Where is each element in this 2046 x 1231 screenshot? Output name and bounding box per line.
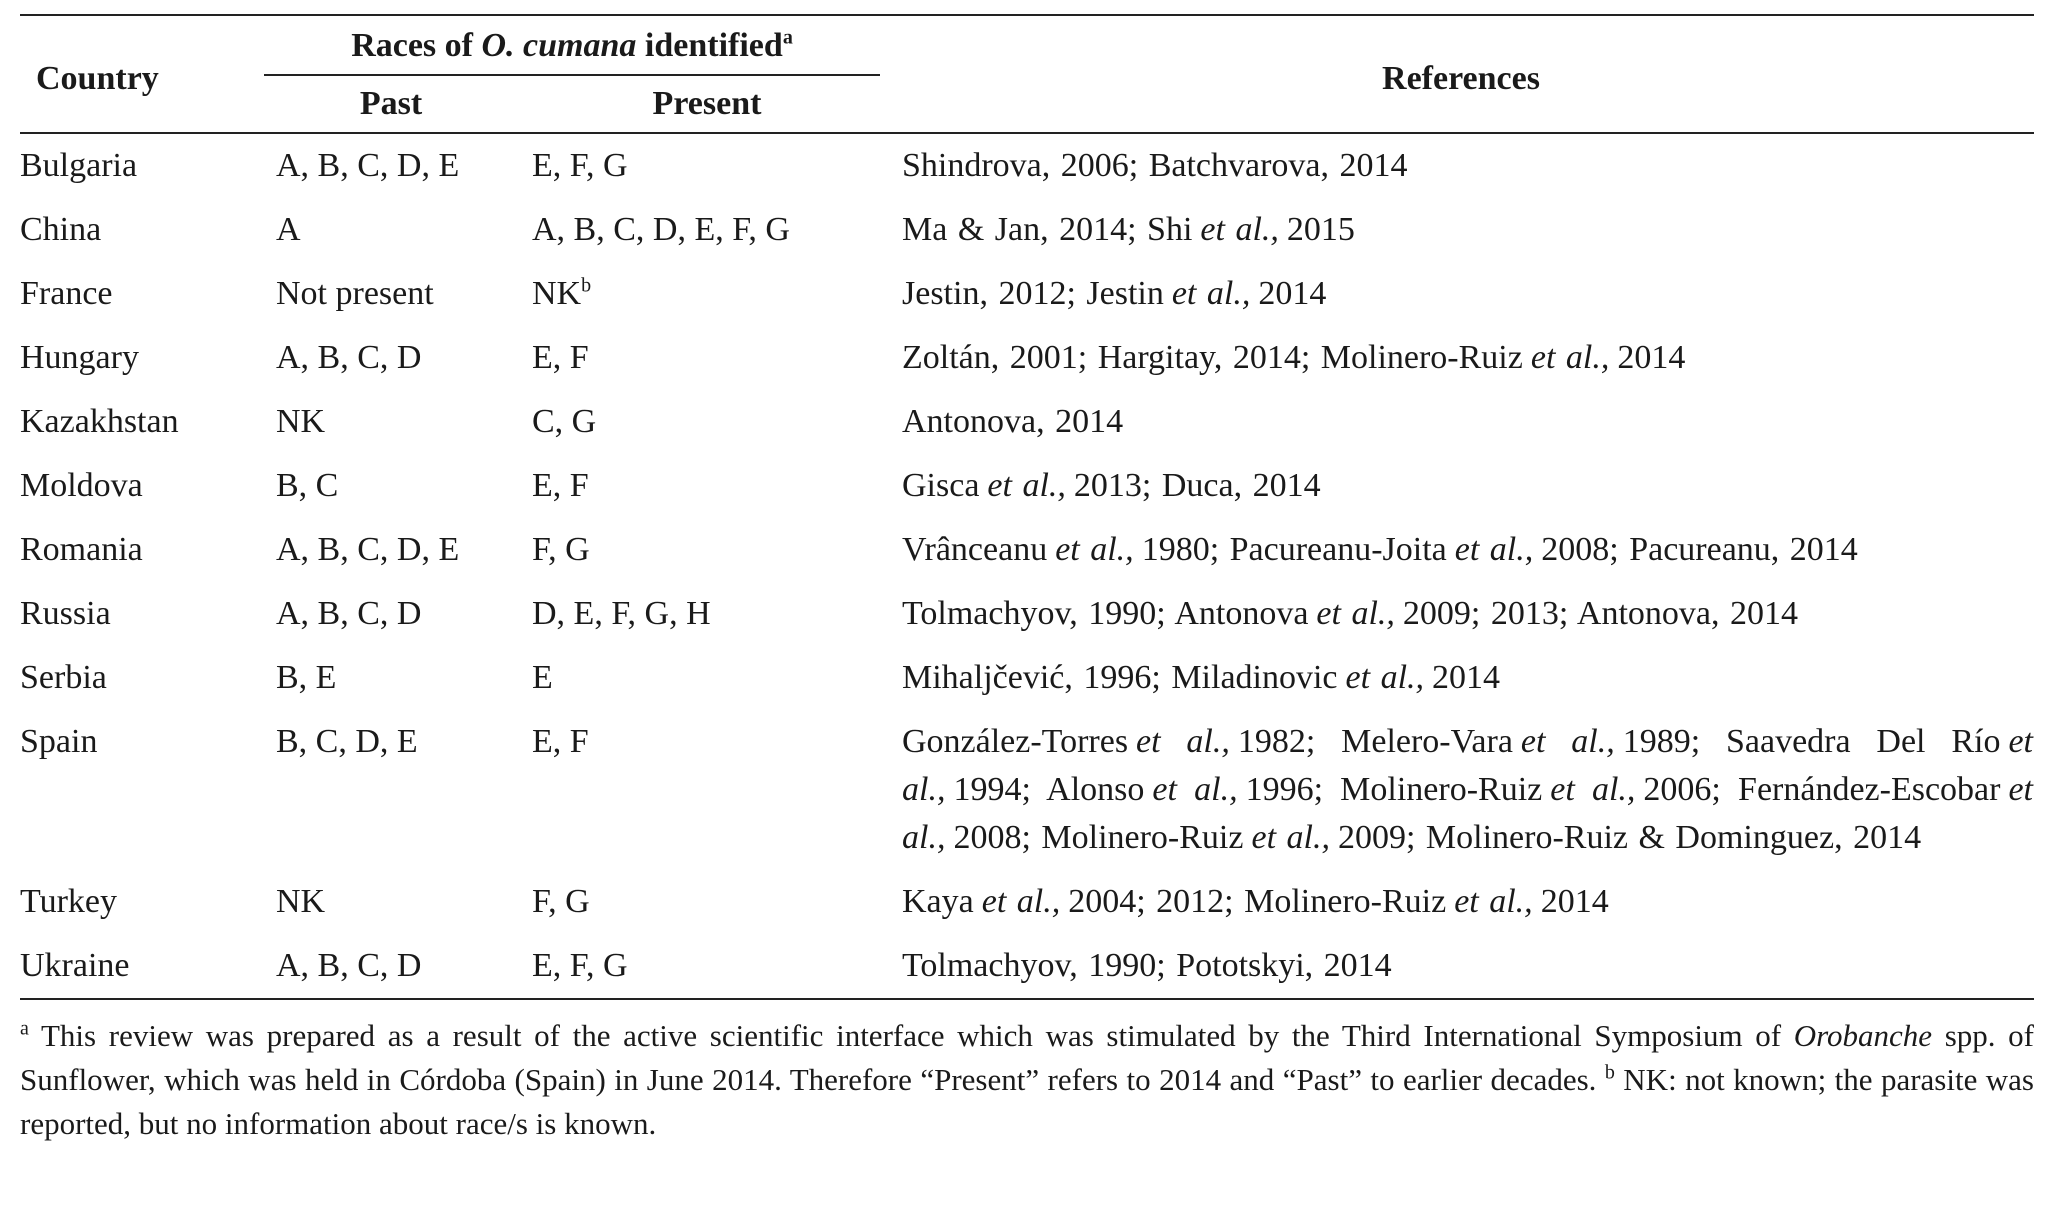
- cell-past: A, B, C, D, E: [276, 531, 460, 568]
- ref-text: 2013; Duca, 2014: [1073, 467, 1321, 504]
- ref-text: 2008; Molinero-Ruiz: [953, 819, 1244, 856]
- cell-present: [526, 390, 888, 454]
- cell-past: A, B, C, D: [276, 947, 422, 984]
- table-row: [20, 870, 2034, 934]
- header-races-footnote-mark: a: [782, 26, 793, 49]
- cell-present: [526, 326, 888, 390]
- table-footnote: [20, 1014, 2034, 1146]
- cell-references: [888, 646, 2034, 710]
- ref-text: Antonova, 2014: [902, 403, 1124, 440]
- ref-text: 1996; Molinero-Ruiz: [1245, 771, 1543, 808]
- table-row: [20, 710, 2034, 870]
- cell-references: [888, 870, 2034, 934]
- cell-country: Hungary: [20, 339, 139, 376]
- ref-text: 2014: [1258, 275, 1327, 312]
- table-row: [20, 390, 2034, 454]
- cell-country: Turkey: [20, 883, 117, 920]
- footnote-text-3: NK: not known; the parasite was reported, but no information about race/s is known.: [20, 1062, 2034, 1141]
- cell-present: [526, 582, 888, 646]
- header-spanner-rule: [264, 74, 880, 76]
- cell-present: [526, 198, 888, 262]
- races-table: [20, 14, 2034, 1000]
- table-body: [20, 133, 2034, 999]
- cell-present-text: E, F, G: [532, 147, 628, 184]
- ref-text: Jestin, 2012; Jestin: [902, 275, 1164, 312]
- ref-text: Tolmachyov, 1990; Pototskyi, 2014: [902, 947, 1392, 984]
- ref-text: 2004; 2012; Molinero-Ruiz: [1068, 883, 1447, 920]
- ref-text: 2009; 2013; Antonova, 2014: [1402, 595, 1799, 632]
- cell-country: Bulgaria: [20, 147, 138, 184]
- footnote-text-1: This review was prepared as a result of the active scientific interface which was stimulated by the Third International Symposium of: [28, 1018, 1794, 1053]
- ref-text: Kaya: [902, 883, 974, 920]
- header-races: [256, 15, 888, 76]
- cell-past: NK: [276, 403, 326, 440]
- ref-text: 1982; Melero-Vara: [1237, 723, 1513, 760]
- table-row: [20, 262, 2034, 326]
- ref-text: 2014: [1432, 659, 1501, 696]
- ref-etal: et al.,: [1136, 723, 1230, 760]
- cell-present-text: D, E, F, G, H: [532, 595, 711, 632]
- ref-etal: et al.,: [1530, 339, 1610, 376]
- cell-present-footnote-mark: b: [581, 274, 592, 297]
- ref-text: Mihaljčević, 1996; Miladinovic: [902, 659, 1338, 696]
- ref-etal: et al.,: [1550, 771, 1636, 808]
- cell-country: France: [20, 275, 113, 312]
- cell-present: [526, 518, 888, 582]
- cell-country: Moldova: [20, 467, 143, 504]
- ref-text: 2015: [1286, 211, 1355, 248]
- header-past: Past: [359, 85, 423, 122]
- ref-etal: et al.,: [1171, 275, 1251, 312]
- cell-references: [888, 710, 2034, 870]
- footnote-text-2: spp. of Sunflower, which was held in Córdoba (Spain) in June 2014. Therefore “Present” refers to 2014 and “Past” to earlier decades.: [20, 1018, 2034, 1097]
- cell-country: Romania: [20, 531, 143, 568]
- ref-etal: et al.,: [1454, 531, 1534, 568]
- header-present: Present: [652, 85, 762, 122]
- cell-past: A, B, C, D, E: [276, 147, 460, 184]
- cell-references: [888, 262, 2034, 326]
- cell-references: [888, 133, 2034, 198]
- cell-present-text: A, B, C, D, E, F, G: [532, 211, 790, 248]
- cell-country: Serbia: [20, 659, 107, 696]
- cell-references: [888, 934, 2034, 999]
- cell-present-text: E, F: [532, 723, 589, 760]
- ref-text: 2014: [1540, 883, 1609, 920]
- ref-text: Ma & Jan, 2014; Shi: [902, 211, 1193, 248]
- ref-etal: et al.,: [1200, 211, 1279, 248]
- cell-past: B, C, D, E: [276, 723, 418, 760]
- ref-text: Shindrova, 2006; Batchvarova, 2014: [902, 147, 1408, 184]
- ref-text: 1994; Alonso: [953, 771, 1145, 808]
- cell-past: Not present: [276, 275, 434, 312]
- table-row: [20, 646, 2034, 710]
- table-row: [20, 934, 2034, 999]
- cell-present-text: C, G: [532, 403, 597, 440]
- ref-text: 2009; Molinero-Ruiz & Dominguez, 2014: [1337, 819, 1922, 856]
- cell-present-text: E: [532, 659, 553, 696]
- cell-present-text: E, F, G: [532, 947, 628, 984]
- footnote-genus: Orobanche: [1793, 1018, 1933, 1053]
- cell-present: [526, 870, 888, 934]
- ref-etal: et al.,: [1520, 723, 1615, 760]
- ref-etal: et al.,: [902, 723, 2033, 808]
- cell-country: Ukraine: [20, 947, 130, 984]
- cell-country: Spain: [20, 723, 98, 760]
- ref-etal: et al.,: [987, 467, 1066, 504]
- ref-etal: et al.,: [902, 771, 2033, 856]
- ref-text: González-Torres: [902, 723, 1129, 760]
- header-references: References: [888, 15, 2034, 133]
- ref-etal: et al.,: [1251, 819, 1330, 856]
- cell-country: Kazakhstan: [20, 403, 179, 440]
- header-races-prefix: Races of: [351, 27, 482, 64]
- cell-references: [888, 582, 2034, 646]
- cell-references: [888, 198, 2034, 262]
- table-header: [20, 15, 2034, 133]
- ref-text: 2014: [1617, 339, 1686, 376]
- cell-past: B, C: [276, 467, 339, 504]
- cell-country: Russia: [20, 595, 111, 632]
- cell-country: China: [20, 211, 102, 248]
- ref-etal: et al.,: [1454, 883, 1533, 920]
- table-row: [20, 518, 2034, 582]
- ref-text: Vrânceanu: [902, 531, 1048, 568]
- footnote-mark-b: b: [1604, 1061, 1615, 1084]
- table-row: [20, 326, 2034, 390]
- ref-text: Tolmachyov, 1990; Antonova: [902, 595, 1309, 632]
- cell-present: [526, 646, 888, 710]
- cell-present-text: F, G: [532, 531, 590, 568]
- ref-text: Gisca: [902, 467, 980, 504]
- cell-present: [526, 710, 888, 870]
- cell-present-text: E, F: [532, 467, 589, 504]
- table-row: [20, 582, 2034, 646]
- ref-text: 2006; Fernández-Escobar: [1643, 771, 2001, 808]
- cell-past: B, E: [276, 659, 337, 696]
- cell-references: [888, 326, 2034, 390]
- ref-etal: et al.,: [1152, 771, 1238, 808]
- ref-text: 1989; Saavedra Del Río: [1622, 723, 2001, 760]
- cell-present: [526, 454, 888, 518]
- table-row: [20, 454, 2034, 518]
- ref-text: Zoltán, 2001; Hargitay, 2014; Molinero-Ruiz: [902, 339, 1523, 376]
- ref-etal: et al.,: [981, 883, 1061, 920]
- cell-past: A, B, C, D: [276, 595, 422, 632]
- header-races-suffix: identified: [636, 27, 783, 64]
- ref-text: 2008; Pacureanu, 2014: [1541, 531, 1858, 568]
- cell-present-text: F, G: [532, 883, 590, 920]
- header-races-species: O. cumana: [481, 27, 637, 64]
- ref-text: 1980; Pacureanu-Joita: [1141, 531, 1447, 568]
- cell-present: [526, 133, 888, 198]
- table-page: [20, 14, 2034, 1177]
- cell-present-text: E, F: [532, 339, 589, 376]
- cell-references: [888, 518, 2034, 582]
- cell-past: A: [276, 211, 301, 248]
- cell-references: [888, 454, 2034, 518]
- cell-present-text: NK: [532, 275, 582, 312]
- cell-references: [888, 390, 2034, 454]
- footnote-mark-a: a: [20, 1017, 29, 1040]
- header-country: Country: [20, 15, 256, 133]
- cell-past: A, B, C, D: [276, 339, 422, 376]
- table-row: [20, 133, 2034, 198]
- ref-etal: et al.,: [1345, 659, 1425, 696]
- cell-present: [526, 262, 888, 326]
- table-row: [20, 198, 2034, 262]
- ref-etal: et al.,: [1055, 531, 1134, 568]
- ref-etal: et al.,: [1316, 595, 1395, 632]
- cell-present: [526, 934, 888, 999]
- cell-past: NK: [276, 883, 326, 920]
